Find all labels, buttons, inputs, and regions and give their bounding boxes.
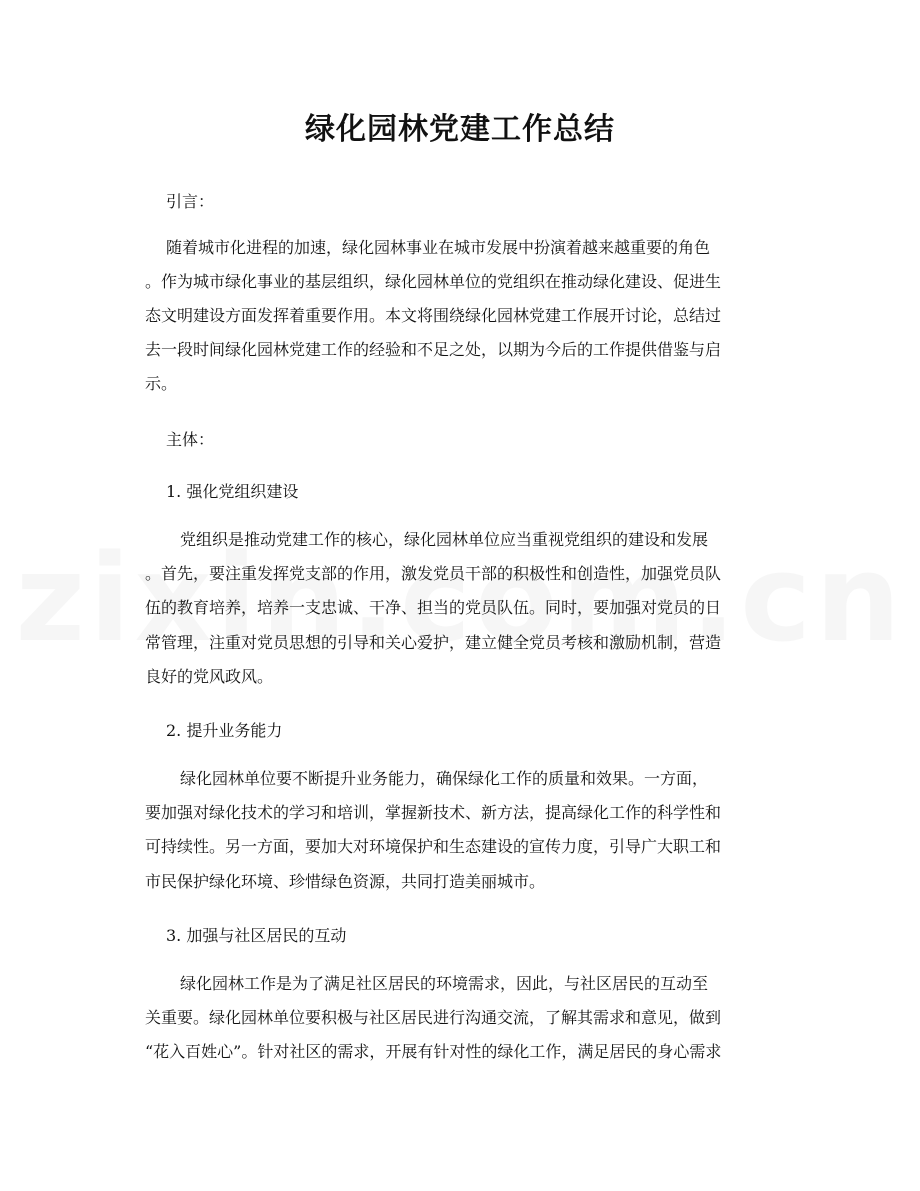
- text-line: 伍的教育培养，培养一支忠诚、干净、担当的党员队伍。同时，要加强对党员的日: [145, 598, 722, 617]
- text-line: 2. 提升业务能力: [166, 721, 283, 740]
- document-title: 绿化园林党建工作总结: [305, 112, 615, 147]
- text-line: 3. 加强与社区居民的互动: [166, 926, 347, 945]
- text-line: 。作为城市绿化事业的基层组织，绿化园林单位的党组织在推动绿化建设、促进生: [145, 272, 722, 291]
- text-line: 可持续性。另一方面，要加大对环境保护和生态建设的宣传力度，引导广大职工和: [145, 837, 722, 856]
- text-line: 要加强对绿化技术的学习和培训，掌握新技术、新方法，提高绿化工作的科学性和: [145, 803, 722, 822]
- text-line: 随着城市化进程的加速，绿化园林事业在城市发展中扮演着越来越重要的角色: [166, 238, 711, 257]
- text-line: 态文明建设方面发挥着重要作用。本文将围绕绿化园林党建工作展开讨论，总结过: [145, 306, 722, 325]
- text-line: 良好的党风政风。: [145, 667, 274, 686]
- text-line: “花入百姓心”。针对社区的需求，开展有针对性的绿化工作，满足居民的身心需求: [145, 1042, 722, 1061]
- text-line: 示。: [145, 374, 178, 393]
- text-line: 关重要。绿化园林单位要积极与社区居民进行沟通交流，了解其需求和意见，做到: [145, 1008, 722, 1027]
- text-line: 1. 强化党组织建设: [166, 482, 299, 501]
- text-line: 绿化园林工作是为了满足社区居民的环境需求，因此，与社区居民的互动至: [180, 974, 709, 993]
- text-line: 引言：: [166, 192, 215, 211]
- text-line: 主体：: [166, 430, 215, 449]
- text-line: 常管理，注重对党员思想的引导和关心爱护，建立健全党员考核和激励机制，营造: [145, 633, 722, 652]
- text-line: 。首先，要注重发挥党支部的作用，激发党员干部的积极性和创造性，加强党员队: [145, 564, 722, 583]
- text-line: 市民保护绿化环境、珍惜绿色资源，共同打造美丽城市。: [145, 872, 546, 891]
- text-line: 党组织是推动党建工作的核心，绿化园林单位应当重视党组织的建设和发展: [180, 530, 709, 549]
- text-line: 绿化园林单位要不断提升业务能力，确保绿化工作的质量和效果。一方面，: [180, 769, 709, 788]
- text-line: 去一段时间绿化园林党建工作的经验和不足之处，以期为今后的工作提供借鉴与启: [145, 340, 722, 359]
